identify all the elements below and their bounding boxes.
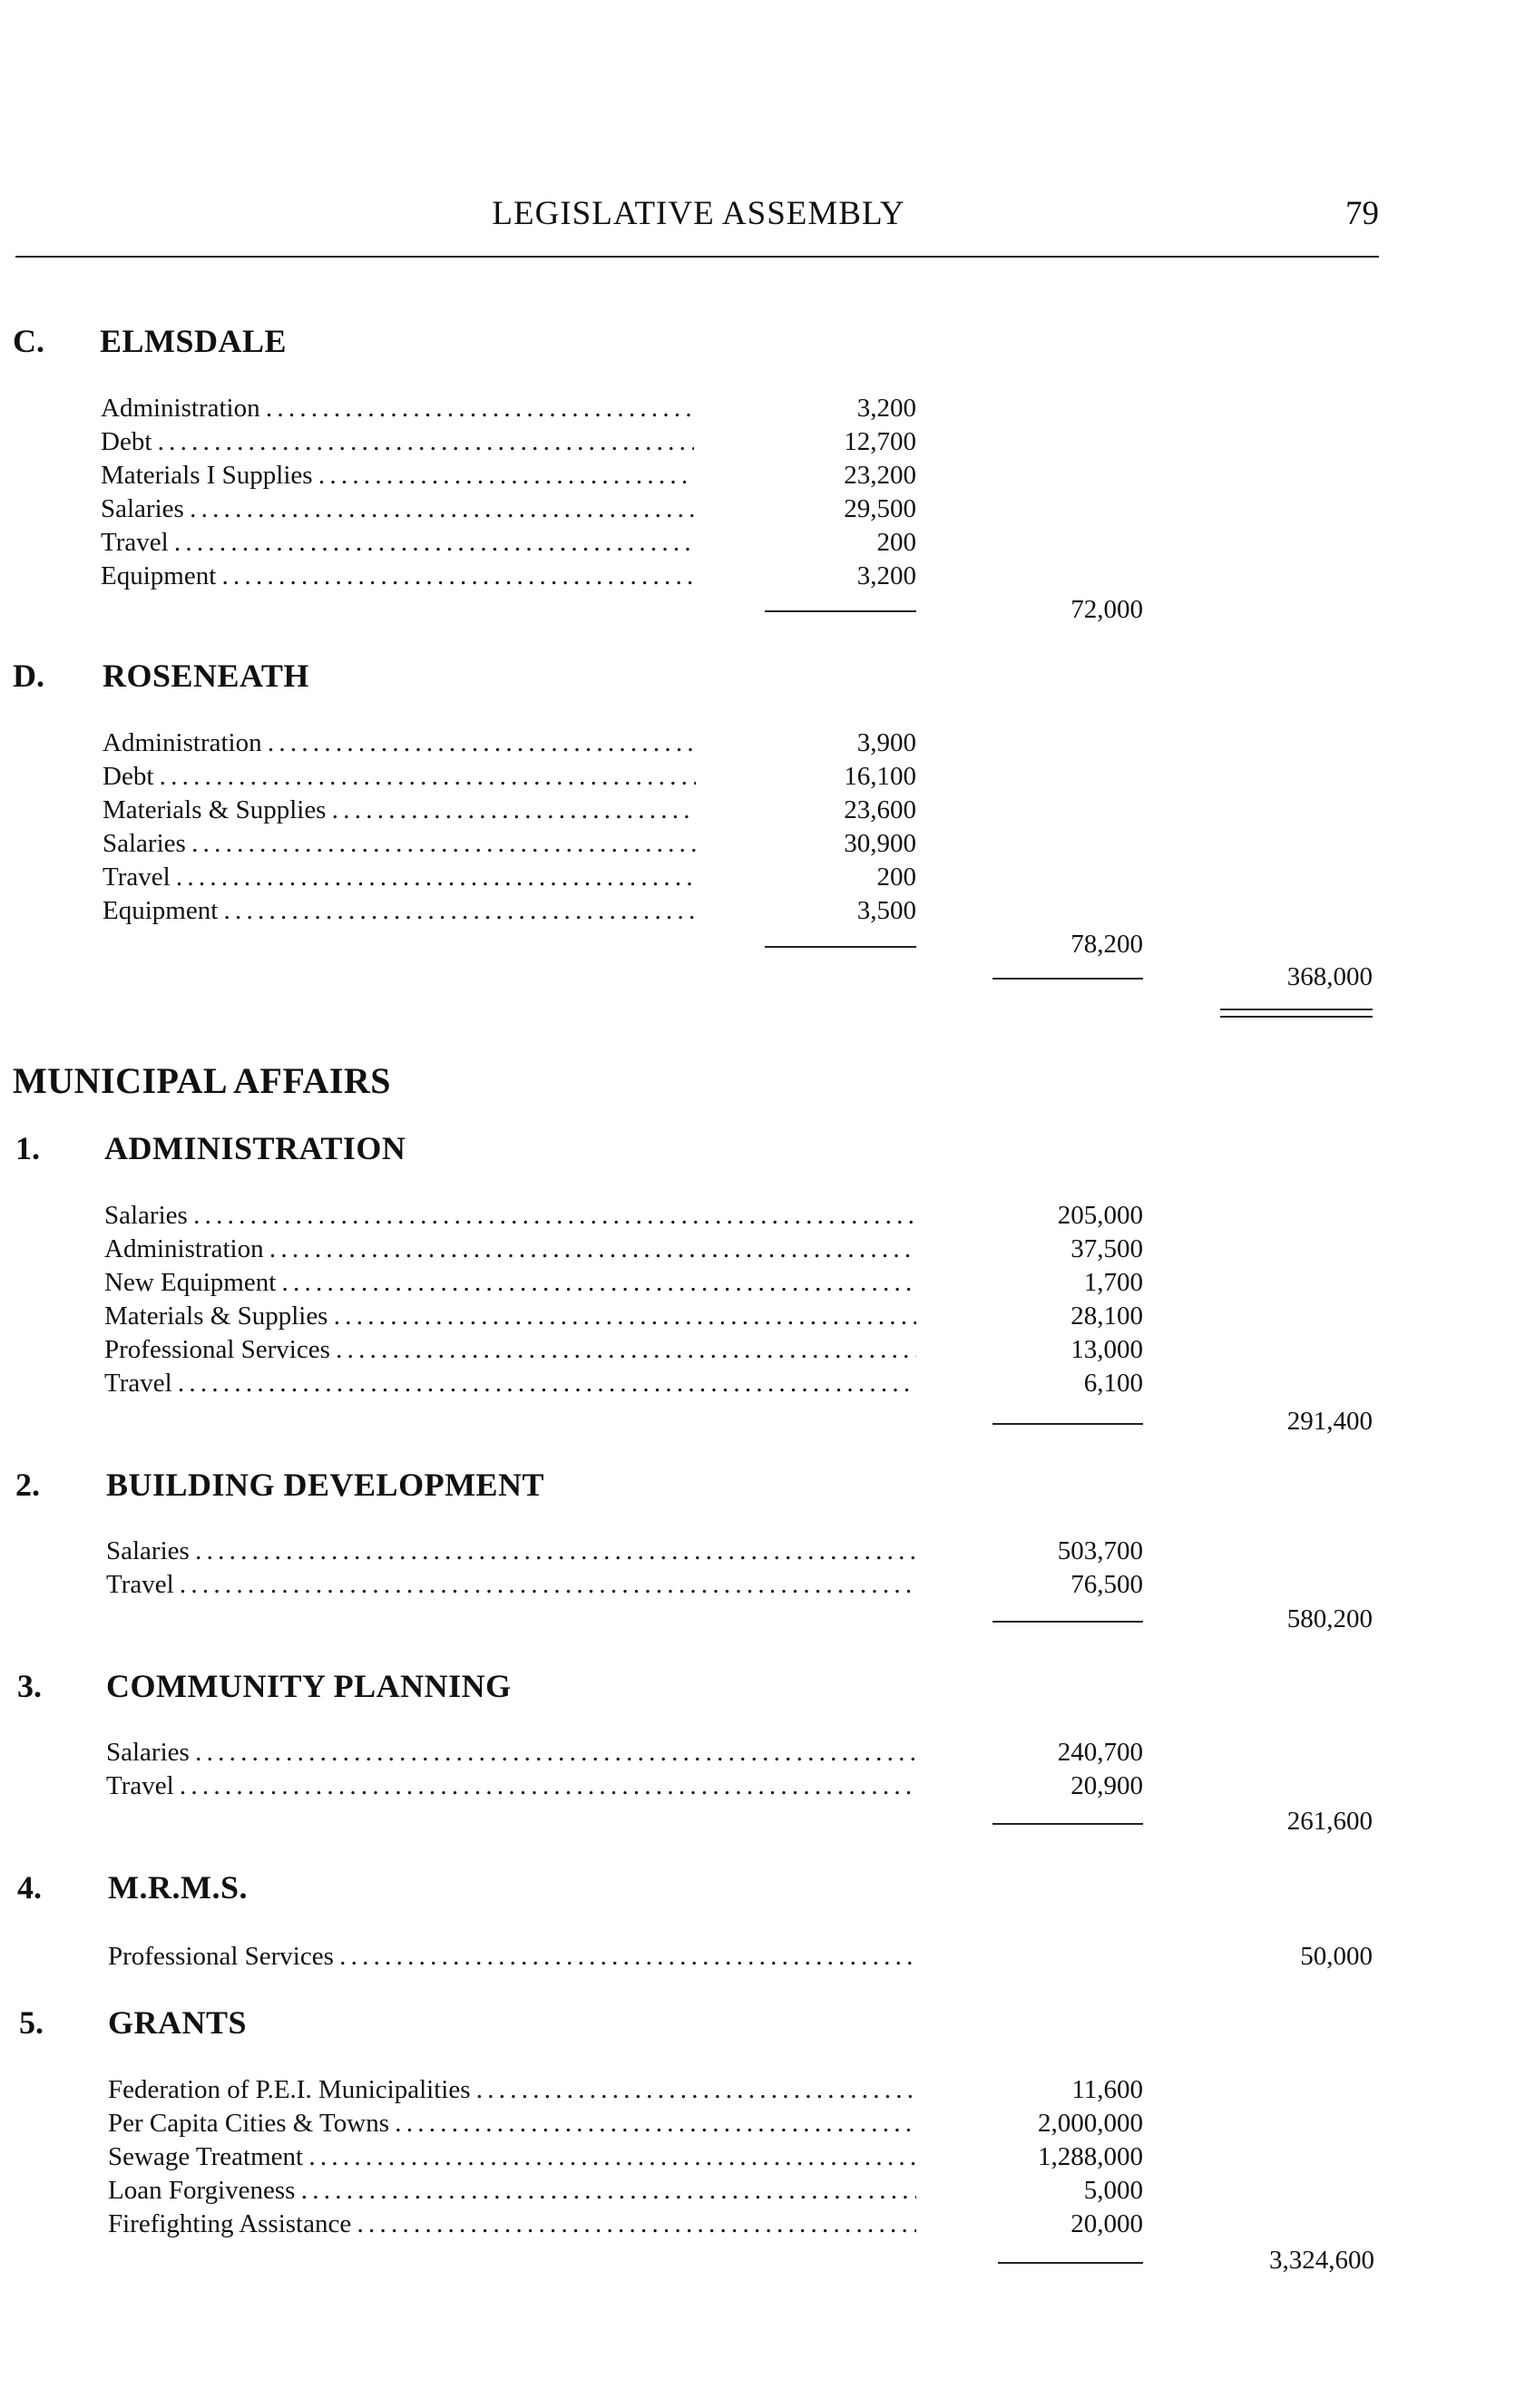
section-number: 4.	[17, 1869, 42, 1906]
line-amount: 6,100	[1083, 1369, 1143, 1398]
line-item: Travel . . .	[106, 1568, 916, 1601]
section-letter-roseneath: D.	[13, 658, 44, 694]
line-item: Professional Services . . .	[104, 1333, 916, 1366]
section-title-roseneath: ROSENEATH	[103, 658, 309, 694]
line-amount: 50,000	[1300, 1942, 1373, 1971]
line-amount: 37,500	[1070, 1234, 1143, 1263]
double-rule-top	[1220, 1009, 1373, 1010]
total-amount: 291,400	[1286, 1407, 1373, 1436]
section-title-administration: ADMINISTRATION	[104, 1130, 406, 1166]
line-amount: 23,600	[844, 795, 916, 824]
section-number: 2.	[15, 1467, 40, 1503]
line-amount: 200	[876, 528, 916, 557]
line-amount: 3,200	[856, 561, 916, 590]
subtotal-rule	[992, 1621, 1143, 1623]
line-item: Travel . . .	[106, 1769, 916, 1802]
line-amount: 3,900	[856, 728, 916, 757]
line-item: Loan Forgiveness . . .	[108, 2174, 916, 2207]
section-number: 5.	[19, 2004, 44, 2041]
line-amount: 11,600	[1071, 2075, 1143, 2104]
line-amount: 205,000	[1057, 1201, 1143, 1230]
line-amount: 503,700	[1057, 1536, 1143, 1565]
line-item: Salaries . . .	[103, 827, 696, 860]
section-title-mrms: M.R.M.S.	[108, 1869, 248, 1906]
line-item: Firefighting Assistance . . .	[108, 2208, 916, 2240]
line-amount: 16,100	[844, 762, 916, 791]
line-item: Administration . . .	[104, 1233, 916, 1265]
line-amount: 12,700	[844, 427, 916, 456]
line-item: New Equipment . . .	[104, 1266, 916, 1299]
line-item: Salaries . . .	[101, 492, 694, 525]
line-amount: 76,500	[1070, 1570, 1143, 1599]
section-title-elmsdale: ELMSDALE	[100, 323, 288, 359]
page-title: LEGISLATIVE ASSEMBLY	[492, 195, 905, 232]
line-item: Federation of P.E.I. Municipalities . . .	[108, 2073, 916, 2106]
line-item: Per Capita Cities & Towns . . .	[108, 2107, 916, 2140]
line-item: Professional Services . . .	[108, 1940, 916, 1973]
line-item: Equipment . . .	[103, 894, 696, 927]
section-number: 1.	[15, 1130, 40, 1166]
line-amount: 240,700	[1057, 1738, 1143, 1767]
line-item: Travel . . .	[104, 1367, 916, 1399]
total-amount: 580,200	[1286, 1604, 1373, 1633]
line-item: Sewage Treatment . . .	[108, 2140, 916, 2173]
subtotal-amount: 72,000	[1070, 595, 1143, 624]
line-item: Materials I Supplies . . .	[101, 459, 694, 492]
line-item: Travel . . .	[103, 861, 696, 893]
line-amount: 30,900	[844, 829, 916, 858]
line-amount: 20,000	[1070, 2209, 1143, 2238]
line-amount: 28,100	[1070, 1301, 1143, 1331]
double-rule-bottom	[1220, 1016, 1373, 1018]
section-title-community-planning: COMMUNITY PLANNING	[106, 1668, 512, 1704]
line-amount: 1,700	[1083, 1268, 1143, 1297]
subtotal-rule	[765, 946, 916, 948]
section-letter-elmsdale: C.	[13, 323, 44, 359]
line-item: Salaries . . .	[106, 1736, 916, 1769]
line-amount: 3,500	[856, 896, 916, 925]
subtotal-rule	[998, 2262, 1143, 2264]
page-number: 79	[1345, 195, 1379, 232]
line-item: Materials & Supplies . . .	[103, 794, 696, 826]
total-amount: 3,324,600	[1269, 2246, 1374, 2275]
line-item: Salaries . . .	[104, 1199, 916, 1232]
line-item: Administration . . .	[101, 392, 694, 424]
line-amount: 13,000	[1070, 1335, 1143, 1364]
subtotal-rule	[992, 1823, 1143, 1825]
header-rule	[15, 256, 1379, 258]
line-amount: 200	[876, 863, 916, 892]
line-item: Materials & Supplies . . .	[104, 1300, 916, 1332]
subtotal-amount: 78,200	[1070, 930, 1143, 959]
total-amount: 261,600	[1286, 1807, 1373, 1836]
line-item: Equipment . . .	[101, 560, 694, 592]
line-amount: 3,200	[856, 394, 916, 423]
line-amount: 2,000,000	[1038, 2109, 1143, 2138]
line-amount: 1,288,000	[1038, 2142, 1143, 2171]
subtotal-rule	[992, 978, 1143, 980]
section-number: 3.	[17, 1668, 42, 1704]
line-item: Travel . . .	[101, 526, 694, 559]
line-item: Administration . . .	[103, 726, 696, 759]
line-amount: 23,200	[844, 461, 916, 490]
section-title-building-development: BUILDING DEVELOPMENT	[106, 1467, 545, 1503]
subtotal-rule	[765, 610, 916, 612]
line-item: Debt . . .	[103, 760, 696, 793]
subtotal-rule	[992, 1423, 1143, 1425]
line-amount: 29,500	[844, 494, 916, 523]
department-title: MUNICIPAL AFFAIRS	[13, 1060, 392, 1101]
line-item: Salaries . . .	[106, 1535, 916, 1567]
section-title-grants: GRANTS	[108, 2004, 248, 2041]
total-amount: 368,000	[1286, 962, 1373, 991]
line-amount: 5,000	[1083, 2176, 1143, 2205]
line-amount: 20,900	[1070, 1771, 1143, 1800]
line-item: Debt . . .	[101, 425, 694, 458]
